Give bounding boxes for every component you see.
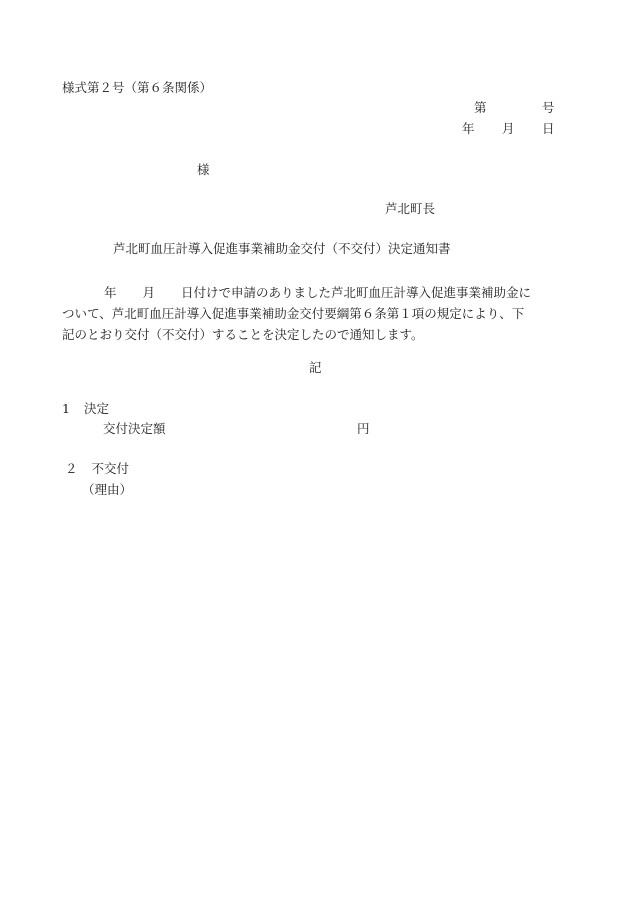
section-1-number: 1 (62, 401, 70, 416)
date-month-label: 月 (502, 121, 515, 136)
document-title: 芦北町血圧計導入促進事業補助金交付（不交付）決定通知書 (113, 241, 451, 256)
body-year-label: 年 (104, 285, 117, 300)
section-2-title: 不交付 (91, 461, 130, 476)
section-2-heading (65, 463, 129, 476)
doc-number-dai: 第 (474, 100, 487, 115)
amount-unit: 円 (357, 421, 370, 436)
date-day-label: 日 (542, 121, 555, 136)
body-line-1 (62, 282, 574, 303)
doc-number-go: 号 (542, 100, 555, 115)
section-1-heading (62, 403, 109, 416)
issuer-name: 芦北町長 (385, 201, 436, 216)
section-1-title: 決定 (83, 401, 109, 416)
amount-label: 交付決定額 (103, 421, 166, 436)
section-2-number: ２ (65, 461, 78, 476)
body-month-label: 月 (142, 285, 156, 300)
ki-heading: 記 (309, 360, 322, 375)
body-line-2: ついて、芦北町血圧計導入促進事業補助金交付要綱第６条第１項の規定により、下 (62, 306, 525, 321)
body-line-3: 記のとおり交付（不交付）することを決定したので通知します。 (62, 327, 424, 342)
form-label: 様式第２号（第６条関係） (62, 80, 213, 95)
reason-label: （理由） (82, 482, 133, 497)
date-year-label: 年 (462, 121, 475, 136)
body-paragraph (62, 282, 574, 345)
body-line-1-text: 日付けで申請のありました芦北町血圧計導入促進事業補助金に (181, 285, 532, 300)
recipient-honorific: 様 (197, 162, 210, 177)
